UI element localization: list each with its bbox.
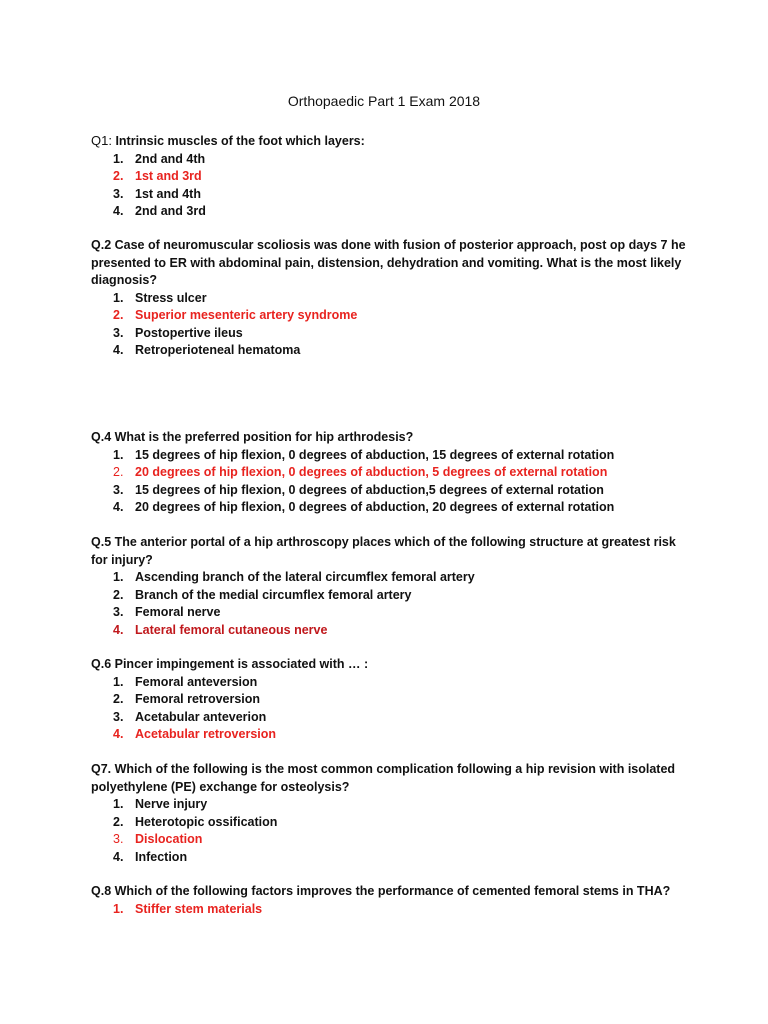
question-text: Q.2 Case of neuromuscular scoliosis was done with fusion of posterior approach, post op days 7 he presented to ER with abdominal pain, distension, dehydration and vomiting. What is the most likely diagnosis?	[91, 238, 686, 287]
option-number: 4.	[113, 622, 124, 637]
option-text: Superior mesenteric artery syndrome	[135, 308, 358, 322]
option-number: 1.	[113, 674, 124, 689]
question-text: Q.5 The anterior portal of a hip arthroscopy places which of the following structure at greatest risk for injury?	[91, 535, 676, 567]
question-body: Intrinsic muscles of the foot which layers:	[111, 134, 365, 148]
option-text: Branch of the medial circumflex femoral artery	[135, 587, 412, 602]
question-prefix: Q1:	[91, 133, 112, 148]
option-number: 2.	[113, 169, 124, 183]
option-text: Ascending branch of the lateral circumflex femoral artery	[135, 570, 475, 584]
option-list	[91, 796, 691, 866]
option-number: 3.	[113, 186, 124, 201]
option-number: 3.	[113, 482, 124, 497]
option-text: 15 degrees of hip flexion, 0 degrees of abduction, 15 degrees of external rotation	[135, 447, 615, 462]
option-number: 4.	[113, 849, 124, 864]
option-number: 4.	[113, 204, 124, 218]
option-item	[91, 709, 691, 727]
option-list	[91, 290, 691, 360]
option-text: Dislocation	[135, 832, 203, 846]
option-item	[91, 203, 691, 221]
question-8	[91, 883, 711, 918]
option-text: Stiffer stem materials	[135, 901, 263, 916]
option-list	[91, 447, 691, 517]
option-item	[91, 849, 691, 867]
option-text: 20 degrees of hip flexion, 0 degrees of abduction, 20 degrees of external rotation	[135, 500, 615, 514]
option-number: 2.	[113, 587, 124, 602]
option-item	[91, 499, 691, 517]
question-text: Q7. Which of the following is the most common complication following a hip revision with isolated polyethylene (PE) exchange for osteolysis?	[91, 762, 676, 794]
option-number: 3.	[113, 605, 124, 619]
option-number: 1.	[113, 901, 124, 916]
option-item	[91, 342, 691, 360]
option-number: 1.	[113, 570, 124, 584]
question-4	[91, 429, 691, 517]
option-item	[91, 325, 691, 343]
option-item-correct	[91, 831, 691, 849]
option-item	[91, 691, 691, 709]
question-text	[91, 132, 691, 151]
option-item	[91, 482, 691, 500]
option-number: 2.	[113, 692, 124, 706]
option-item	[91, 796, 691, 814]
option-number: 1.	[113, 797, 124, 811]
option-number: 3.	[113, 325, 124, 340]
option-item-correct	[91, 168, 691, 186]
option-number: 4.	[113, 727, 124, 741]
option-list	[91, 901, 711, 919]
question-1	[91, 132, 691, 221]
option-number: 2.	[113, 308, 124, 322]
option-list	[91, 151, 691, 221]
option-item	[91, 186, 691, 204]
option-text: Infection	[135, 849, 188, 864]
option-item	[91, 814, 691, 832]
option-text: 2nd and 4th	[135, 151, 206, 166]
question-2	[91, 237, 691, 360]
option-item	[91, 447, 691, 465]
question-text: Q.8 Which of the following factors improves the performance of cemented femoral stems in THA?	[91, 884, 671, 898]
option-text: Acetabular anteverion	[135, 709, 267, 724]
option-number: 1.	[113, 447, 124, 462]
question-6	[91, 656, 691, 744]
option-item-correct	[91, 726, 691, 744]
option-text: 15 degrees of hip flexion, 0 degrees of abduction,5 degrees of external rotation	[135, 482, 604, 497]
option-number: 4.	[113, 343, 124, 357]
option-text: Lateral femoral cutaneous nerve	[135, 622, 328, 637]
option-text: Postopertive ileus	[135, 325, 243, 340]
option-item	[91, 569, 691, 587]
option-number: 3.	[113, 709, 124, 724]
option-number: 3.	[113, 832, 124, 846]
option-item	[91, 674, 691, 692]
option-number: 4.	[113, 500, 124, 514]
option-text: Retroperioteneal hematoma	[135, 343, 301, 357]
option-number: 2.	[113, 814, 124, 829]
option-item	[91, 587, 691, 605]
option-item-correct	[91, 307, 691, 325]
option-list	[91, 569, 691, 639]
option-text: 1st and 3rd	[135, 169, 202, 183]
option-item	[91, 151, 691, 169]
question-5	[91, 534, 691, 639]
option-text: Acetabular retroversion	[135, 727, 277, 741]
option-item-correct	[91, 464, 691, 482]
option-text: 1st and 4th	[135, 186, 201, 201]
option-text: 20 degrees of hip flexion, 0 degrees of abduction, 5 degrees of external rotation	[135, 465, 608, 479]
option-item-correct	[91, 622, 691, 640]
option-text: 2nd and 3rd	[135, 204, 206, 218]
question-text: Q.4 What is the preferred position for hip arthrodesis?	[91, 430, 414, 444]
option-text: Femoral nerve	[135, 605, 221, 619]
option-text: Femoral anteversion	[135, 674, 258, 689]
option-number: 2.	[113, 465, 124, 479]
option-item-correct	[91, 901, 711, 919]
option-item	[91, 604, 691, 622]
option-text: Heterotopic ossification	[135, 814, 278, 829]
question-7	[91, 761, 691, 866]
option-text: Femoral retroversion	[135, 692, 261, 706]
option-number: 1.	[113, 151, 124, 166]
option-list	[91, 674, 691, 744]
option-item	[91, 290, 691, 308]
document-title: Orthopaedic Part 1 Exam 2018	[287, 93, 481, 109]
option-number: 1.	[113, 290, 124, 305]
option-text: Nerve injury	[135, 797, 208, 811]
question-text: Q.6 Pincer impingement is associated with … :	[91, 657, 369, 671]
option-text: Stress ulcer	[135, 290, 207, 305]
